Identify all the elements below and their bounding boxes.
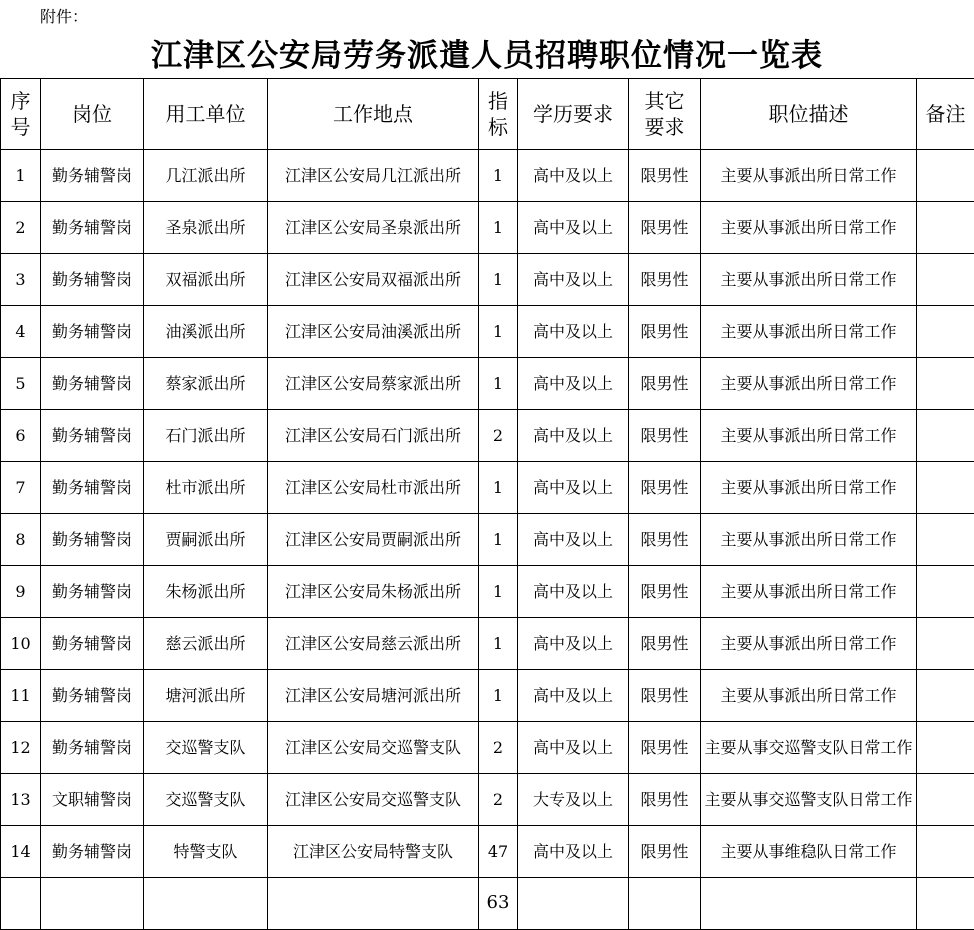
cell-remarks (917, 514, 974, 566)
table-body (1, 150, 974, 878)
cell-seq: 2 (1, 202, 41, 254)
cell-quota: 1 (479, 150, 518, 202)
cell-seq: 12 (1, 722, 41, 774)
cell-quota: 1 (479, 254, 518, 306)
table-row (1, 306, 974, 358)
cell-remarks (917, 722, 974, 774)
header-location: 工作地点 (268, 79, 479, 150)
cell-employer: 双福派出所 (144, 254, 268, 306)
cell-seq: 6 (1, 410, 41, 462)
total-empty (41, 878, 144, 930)
cell-location: 江津区公安局慈云派出所 (268, 618, 479, 670)
cell-post: 勤务辅警岗 (41, 410, 144, 462)
cell-seq: 10 (1, 618, 41, 670)
cell-post: 勤务辅警岗 (41, 150, 144, 202)
cell-seq: 7 (1, 462, 41, 514)
table-row (1, 566, 974, 618)
table-row (1, 670, 974, 722)
cell-post: 勤务辅警岗 (41, 826, 144, 878)
cell-description: 主要从事派出所日常工作 (701, 618, 917, 670)
header-post: 岗位 (41, 79, 144, 150)
cell-description: 主要从事派出所日常工作 (701, 514, 917, 566)
cell-other: 限男性 (629, 306, 701, 358)
total-empty (1, 878, 41, 930)
cell-employer: 油溪派出所 (144, 306, 268, 358)
cell-education: 高中及以上 (518, 254, 629, 306)
cell-location: 江津区公安局圣泉派出所 (268, 202, 479, 254)
cell-location: 江津区公安局双福派出所 (268, 254, 479, 306)
cell-other: 限男性 (629, 618, 701, 670)
cell-seq: 13 (1, 774, 41, 826)
cell-quota: 1 (479, 202, 518, 254)
header-seq: 序号 (1, 79, 41, 150)
cell-remarks (917, 202, 974, 254)
cell-seq: 1 (1, 150, 41, 202)
cell-quota: 1 (479, 566, 518, 618)
cell-remarks (917, 566, 974, 618)
cell-location: 江津区公安局朱杨派出所 (268, 566, 479, 618)
cell-description: 主要从事派出所日常工作 (701, 306, 917, 358)
table-row (1, 826, 974, 878)
table-row (1, 254, 974, 306)
cell-remarks (917, 150, 974, 202)
cell-location: 江津区公安局蔡家派出所 (268, 358, 479, 410)
cell-description: 主要从事交巡警支队日常工作 (701, 722, 917, 774)
cell-location: 江津区公安局贾嗣派出所 (268, 514, 479, 566)
cell-quota: 1 (479, 670, 518, 722)
cell-other: 限男性 (629, 670, 701, 722)
cell-post: 勤务辅警岗 (41, 670, 144, 722)
cell-education: 高中及以上 (518, 358, 629, 410)
cell-remarks (917, 254, 974, 306)
cell-location: 江津区公安局塘河派出所 (268, 670, 479, 722)
table-row (1, 514, 974, 566)
cell-seq: 4 (1, 306, 41, 358)
cell-location: 江津区公安局特警支队 (268, 826, 479, 878)
cell-remarks (917, 462, 974, 514)
cell-location: 江津区公安局几江派出所 (268, 150, 479, 202)
cell-other: 限男性 (629, 202, 701, 254)
cell-description: 主要从事派出所日常工作 (701, 202, 917, 254)
cell-employer: 交巡警支队 (144, 722, 268, 774)
cell-description: 主要从事派出所日常工作 (701, 410, 917, 462)
cell-post: 勤务辅警岗 (41, 254, 144, 306)
cell-description: 主要从事交巡警支队日常工作 (701, 774, 917, 826)
cell-location: 江津区公安局交巡警支队 (268, 722, 479, 774)
total-quota: 63 (479, 878, 518, 930)
cell-remarks (917, 670, 974, 722)
cell-quota: 1 (479, 358, 518, 410)
cell-remarks (917, 358, 974, 410)
cell-employer: 慈云派出所 (144, 618, 268, 670)
cell-quota: 1 (479, 618, 518, 670)
cell-education: 高中及以上 (518, 306, 629, 358)
cell-description: 主要从事派出所日常工作 (701, 670, 917, 722)
total-empty (144, 878, 268, 930)
cell-post: 勤务辅警岗 (41, 306, 144, 358)
total-row (1, 878, 974, 930)
cell-post: 勤务辅警岗 (41, 514, 144, 566)
table-row (1, 462, 974, 514)
cell-description: 主要从事派出所日常工作 (701, 358, 917, 410)
cell-remarks (917, 410, 974, 462)
cell-education: 高中及以上 (518, 670, 629, 722)
cell-employer: 杜市派出所 (144, 462, 268, 514)
cell-education: 高中及以上 (518, 514, 629, 566)
cell-employer: 蔡家派出所 (144, 358, 268, 410)
attachment-label: 附件： (40, 4, 88, 27)
header-other: 其它要求 (629, 79, 701, 150)
cell-post: 勤务辅警岗 (41, 358, 144, 410)
cell-employer: 石门派出所 (144, 410, 268, 462)
cell-post: 勤务辅警岗 (41, 618, 144, 670)
cell-seq: 8 (1, 514, 41, 566)
cell-post: 勤务辅警岗 (41, 202, 144, 254)
cell-description: 主要从事维稳队日常工作 (701, 826, 917, 878)
cell-post: 勤务辅警岗 (41, 566, 144, 618)
cell-other: 限男性 (629, 358, 701, 410)
cell-other: 限男性 (629, 150, 701, 202)
cell-education: 高中及以上 (518, 202, 629, 254)
cell-remarks (917, 826, 974, 878)
total-empty (629, 878, 701, 930)
cell-other: 限男性 (629, 566, 701, 618)
recruitment-table (0, 78, 974, 930)
cell-description: 主要从事派出所日常工作 (701, 150, 917, 202)
page-title: 江津区公安局劳务派遣人员招聘职位情况一览表 (0, 30, 974, 75)
total-empty (518, 878, 629, 930)
table-row (1, 410, 974, 462)
cell-seq: 3 (1, 254, 41, 306)
cell-seq: 5 (1, 358, 41, 410)
cell-other: 限男性 (629, 826, 701, 878)
cell-quota: 1 (479, 306, 518, 358)
cell-quota: 47 (479, 826, 518, 878)
cell-quota: 2 (479, 410, 518, 462)
cell-education: 高中及以上 (518, 722, 629, 774)
cell-employer: 圣泉派出所 (144, 202, 268, 254)
cell-employer: 特警支队 (144, 826, 268, 878)
cell-seq: 14 (1, 826, 41, 878)
table-row (1, 774, 974, 826)
header-quota: 指标 (479, 79, 518, 150)
header-employer: 用工单位 (144, 79, 268, 150)
table-row (1, 722, 974, 774)
cell-employer: 交巡警支队 (144, 774, 268, 826)
cell-description: 主要从事派出所日常工作 (701, 566, 917, 618)
table-row (1, 202, 974, 254)
table-row (1, 618, 974, 670)
cell-post: 文职辅警岗 (41, 774, 144, 826)
cell-employer: 几江派出所 (144, 150, 268, 202)
cell-remarks (917, 618, 974, 670)
cell-education: 高中及以上 (518, 462, 629, 514)
cell-quota: 1 (479, 462, 518, 514)
cell-location: 江津区公安局交巡警支队 (268, 774, 479, 826)
cell-education: 高中及以上 (518, 410, 629, 462)
total-empty (701, 878, 917, 930)
total-empty (268, 878, 479, 930)
cell-other: 限男性 (629, 514, 701, 566)
cell-remarks (917, 306, 974, 358)
cell-description: 主要从事派出所日常工作 (701, 254, 917, 306)
cell-employer: 塘河派出所 (144, 670, 268, 722)
cell-education: 高中及以上 (518, 826, 629, 878)
cell-other: 限男性 (629, 254, 701, 306)
header-description: 职位描述 (701, 79, 917, 150)
cell-education: 大专及以上 (518, 774, 629, 826)
cell-location: 江津区公安局石门派出所 (268, 410, 479, 462)
cell-employer: 贾嗣派出所 (144, 514, 268, 566)
cell-location: 江津区公安局杜市派出所 (268, 462, 479, 514)
cell-quota: 1 (479, 514, 518, 566)
table-row (1, 358, 974, 410)
cell-remarks (917, 774, 974, 826)
cell-other: 限男性 (629, 410, 701, 462)
cell-other: 限男性 (629, 722, 701, 774)
table-row (1, 150, 974, 202)
cell-seq: 11 (1, 670, 41, 722)
header-education: 学历要求 (518, 79, 629, 150)
cell-location: 江津区公安局油溪派出所 (268, 306, 479, 358)
cell-seq: 9 (1, 566, 41, 618)
cell-education: 高中及以上 (518, 618, 629, 670)
cell-quota: 2 (479, 722, 518, 774)
cell-education: 高中及以上 (518, 150, 629, 202)
cell-other: 限男性 (629, 462, 701, 514)
total-empty (917, 878, 974, 930)
cell-post: 勤务辅警岗 (41, 462, 144, 514)
cell-quota: 2 (479, 774, 518, 826)
cell-post: 勤务辅警岗 (41, 722, 144, 774)
cell-other: 限男性 (629, 774, 701, 826)
cell-description: 主要从事派出所日常工作 (701, 462, 917, 514)
header-row (1, 79, 974, 150)
header-remarks: 备注 (917, 79, 974, 150)
cell-education: 高中及以上 (518, 566, 629, 618)
cell-employer: 朱杨派出所 (144, 566, 268, 618)
